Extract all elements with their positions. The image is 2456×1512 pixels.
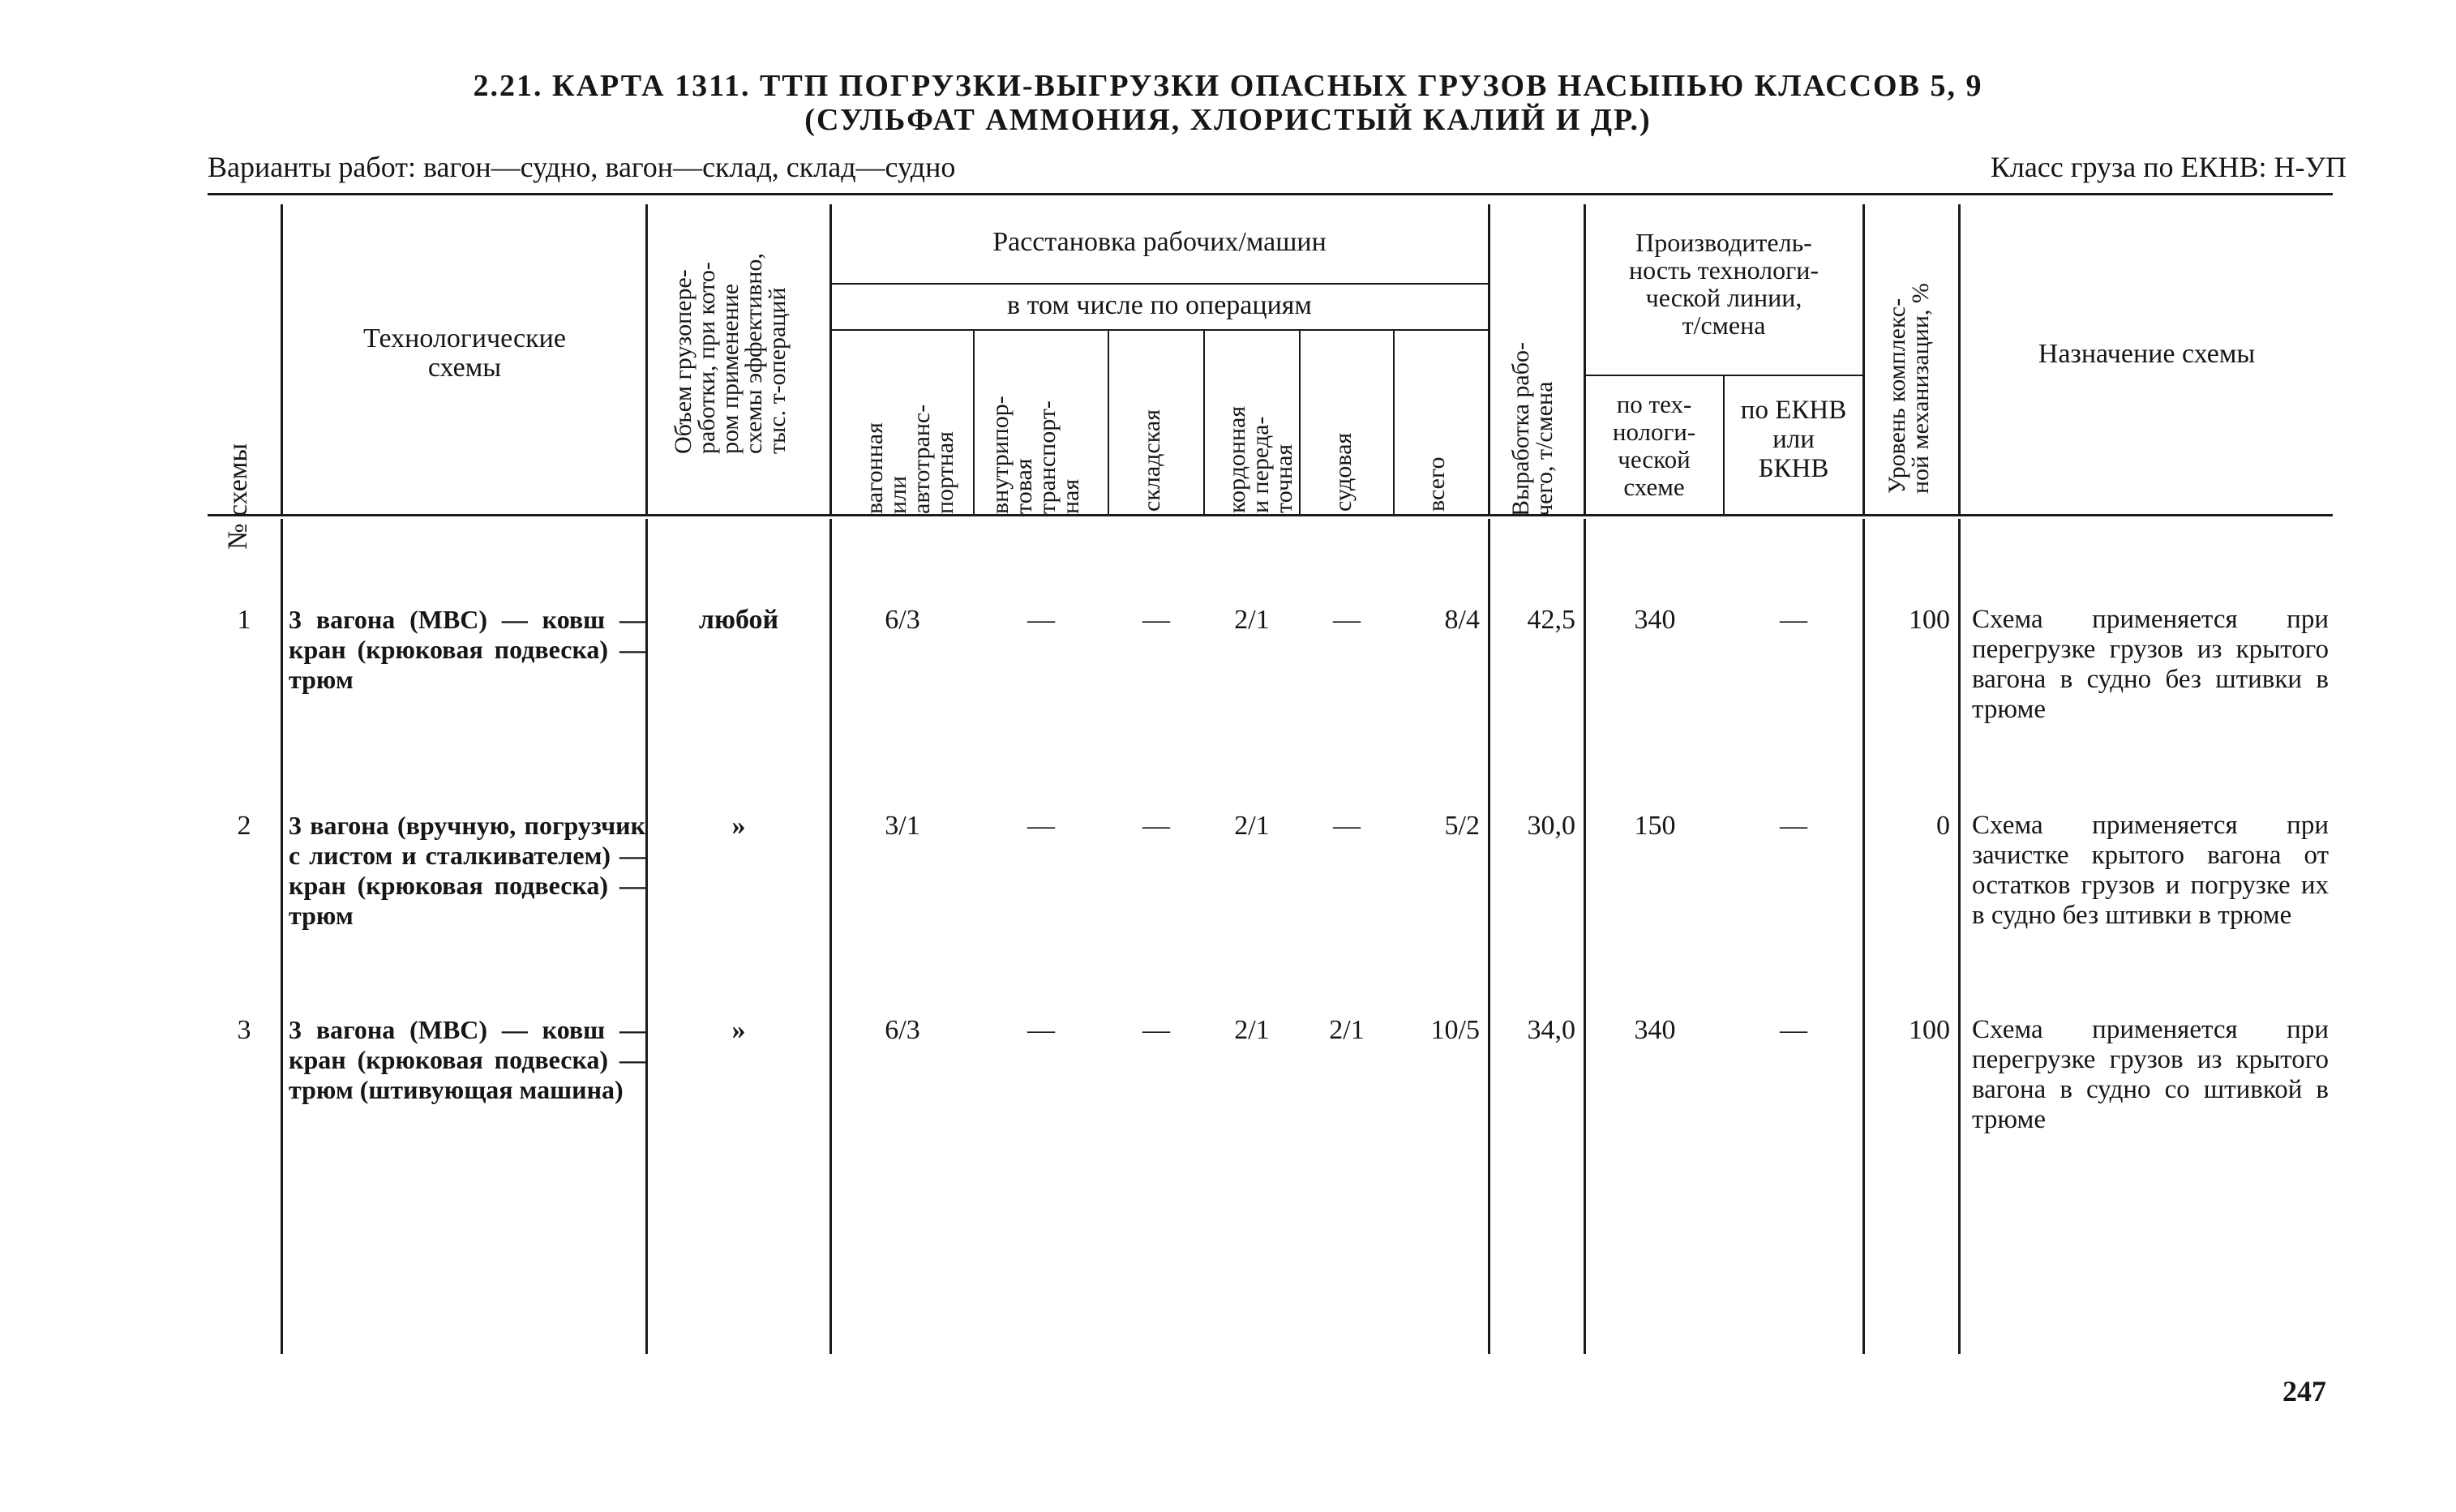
header-op-total: всего (1423, 456, 1450, 512)
row3-purpose: Схема применяется при перегрузке грузов из крытого вагона в судно со штивкой в трюме (1972, 1015, 2329, 1134)
row1-wagon: 6/3 (885, 605, 920, 635)
row3-no: 3 (237, 1015, 251, 1045)
header-op-intra: внутрипор- товая транспорт- ная (987, 396, 1084, 514)
row2-mech: 0 (1936, 811, 1950, 841)
row2-scheme: 3 вагона (вручную, погрузчик с листом и сталкивателем) — кран (крюковая подвеска) — трюм (289, 811, 645, 930)
row1-no: 1 (237, 605, 251, 635)
header-tech-schemes: Технологические схемы (363, 323, 566, 383)
document-title-line2: (СУЛЬФАТ АММОНИЯ, ХЛОРИСТЫЙ КАЛИЙ И ДР.) (804, 103, 1652, 137)
header-op-cordon: кордонная и переда- точная (1224, 405, 1297, 513)
body-col-line-6 (1862, 519, 1865, 1354)
header-by-operations: в том числе по операциям (1007, 290, 1312, 320)
header-op-warehouse: складская (1138, 409, 1165, 512)
header-by-scheme: по тех- нологи- ческой схеме (1612, 390, 1696, 501)
header-op-wagon: вагонная или автотранс- портная (861, 404, 958, 514)
col-divider-6 (1862, 204, 1865, 516)
body-col-line-2 (645, 519, 648, 1354)
row2-volume: » (731, 811, 746, 841)
row3-intra: — (1027, 1015, 1055, 1045)
col-divider-4 (1488, 204, 1490, 516)
row1-cordon: 2/1 (1234, 605, 1270, 635)
header-purpose: Назначение схемы (2038, 339, 2256, 369)
row2-no: 2 (237, 811, 251, 841)
row3-output: 34,0 (1527, 1015, 1575, 1045)
placement-sub-rule (831, 283, 1489, 285)
row2-total: 5/2 (1444, 811, 1480, 841)
header-placement: Расстановка рабочих/машин (992, 227, 1327, 257)
row3-by-scheme: 340 (1634, 1015, 1676, 1045)
header-volume: Объем грузопере- работки, при кото- ром применение схемы эффективно, тыс. т-операций (670, 253, 791, 454)
operations-sub-rule (831, 329, 1489, 331)
row3-warehouse: — (1142, 1015, 1170, 1045)
row1-output: 42,5 (1527, 605, 1575, 635)
row2-warehouse: — (1142, 811, 1170, 841)
col-divider-ops-3 (1203, 331, 1205, 516)
row2-by-ekhv: — (1780, 811, 1807, 841)
body-col-line-4 (1488, 519, 1490, 1354)
row3-volume: » (731, 1015, 746, 1045)
row1-warehouse: — (1142, 605, 1170, 635)
row1-scheme: 3 вагона (МВС) — ковш — кран (крюковая подвеска) — трюм (289, 605, 645, 694)
col-divider-ops-2 (1108, 331, 1109, 516)
header-productivity: Производитель- ность технологи- ческой линии, т/смена (1628, 228, 1819, 340)
header-mech-level: Уровень комплекс- ной механизации, % (1884, 283, 1934, 494)
row1-volume: любой (698, 605, 779, 635)
col-divider-1 (281, 204, 283, 516)
col-divider-ops-1 (973, 331, 975, 516)
body-col-line-1 (281, 519, 283, 1354)
col-divider-2 (645, 204, 648, 516)
row3-ship: 2/1 (1329, 1015, 1365, 1045)
row1-purpose: Схема применяется при перегрузке грузов из крытого вагона в судно без штивки в трюме (1972, 605, 2329, 724)
row1-by-scheme: 340 (1634, 605, 1676, 635)
col-divider-ops-5 (1393, 331, 1395, 516)
work-variants: Варианты работ: вагон—судно, вагон—склад, склад—судно (208, 151, 956, 183)
row1-by-ekhv: — (1780, 605, 1807, 635)
row2-intra: — (1027, 811, 1055, 841)
page-number: 247 (2282, 1375, 2326, 1407)
header-scheme-no: № схемы (223, 443, 253, 550)
row2-by-scheme: 150 (1634, 811, 1676, 841)
row1-ship: — (1333, 605, 1361, 635)
document-title-line1: 2.21. КАРТА 1311. ТТП ПОГРУЗКИ-ВЫГРУЗКИ ОПАСНЫХ ГРУЗОВ НАСЫПЬЮ КЛАССОВ 5, 9 (473, 69, 1983, 103)
row3-mech: 100 (1909, 1015, 1950, 1045)
header-output: Выработка рабо- чего, т/смена (1507, 342, 1558, 516)
row3-total: 10/5 (1430, 1015, 1480, 1045)
body-col-line-7 (1958, 519, 1961, 1354)
row2-ship: — (1333, 811, 1361, 841)
row3-by-ekhv: — (1780, 1015, 1807, 1045)
row2-cordon: 2/1 (1234, 811, 1270, 841)
row2-wagon: 3/1 (885, 811, 920, 841)
table-top-rule (208, 193, 2333, 195)
row1-mech: 100 (1909, 605, 1950, 635)
row3-wagon: 6/3 (885, 1015, 920, 1045)
header-op-ship: судовая (1330, 432, 1357, 512)
header-by-ekhv: по ЕКНВ или БКНВ (1740, 396, 1847, 483)
header-bottom-rule (208, 514, 2333, 516)
row1-intra: — (1027, 605, 1055, 635)
row2-purpose: Схема применяется при зачистке крытого вагона от остатков грузов и погрузке их в судно без штивки в трюме (1972, 811, 2329, 930)
row3-scheme: 3 вагона (МВС) — ковш — кран (крюковая подвеска) — трюм (штивующая машина) (289, 1015, 645, 1104)
row2-output: 30,0 (1527, 811, 1575, 841)
row3-cordon: 2/1 (1234, 1015, 1270, 1045)
body-col-line-5 (1584, 519, 1586, 1354)
row1-total: 8/4 (1444, 605, 1480, 635)
body-col-line-3 (829, 519, 832, 1354)
cargo-class: Класс груза по ЕКНВ: Н-УП (1990, 151, 2347, 183)
